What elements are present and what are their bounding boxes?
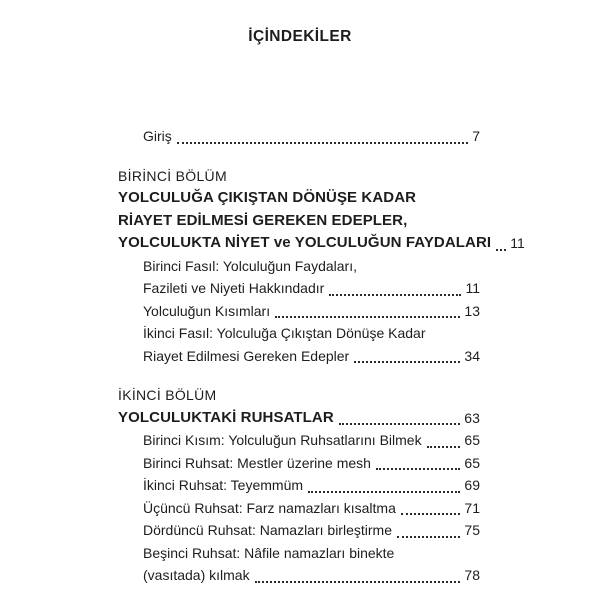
section-label <box>118 384 480 407</box>
toc-entry <box>118 429 480 452</box>
toc-entry-page: 78 <box>464 567 480 583</box>
dot-leader <box>339 423 460 425</box>
toc-entry-label: Giriş <box>143 128 172 144</box>
toc-entry <box>118 300 480 323</box>
toc-entry <box>118 452 480 475</box>
dot-leader <box>354 361 460 363</box>
toc-entry <box>118 474 480 497</box>
dot-leader <box>177 142 468 144</box>
toc-entry-page: 11 <box>465 280 480 296</box>
dot-leader <box>308 491 460 493</box>
section-birinci-bolum <box>118 165 525 368</box>
toc-entry-page: 34 <box>464 347 480 364</box>
dot-leader <box>275 316 460 318</box>
toc-entry-label: Beşinci Ruhsat: Nâfile namazları binekte <box>143 544 395 561</box>
toc-entry-label: Birinci Kısım: Yolculuğun Ruhsatlarını Bilmek <box>143 432 422 448</box>
dot-leader <box>329 294 461 296</box>
dot-leader <box>376 468 460 470</box>
section-label-text: BİRİNCİ BÖLÜM <box>118 167 227 184</box>
toc-entry <box>118 322 480 345</box>
section-title-line <box>118 407 480 430</box>
toc-entry-page: 65 <box>464 454 480 471</box>
toc-entry-page: 75 <box>464 522 480 538</box>
section-title-text: RİAYET EDİLMESİ GEREKEN EDEPLER, <box>118 211 408 229</box>
toc-entry-page: 65 <box>464 432 480 448</box>
toc-entry-label: Dördüncü Ruhsat: Namazları birleştirme <box>143 522 392 538</box>
toc-entry-page: 69 <box>464 477 480 493</box>
toc-entry <box>118 255 480 278</box>
toc-entry <box>118 497 480 520</box>
toc-entry-label: Riayet Edilmesi Gereken Edepler <box>143 347 350 364</box>
toc-entry-page: 13 <box>464 302 480 319</box>
dot-leader <box>427 446 461 448</box>
toc-entry-label: (vasıtada) kılmak <box>143 567 250 583</box>
toc-list <box>118 125 525 587</box>
toc-entry-page: 7 <box>472 128 480 144</box>
section-title-page: 63 <box>464 409 480 426</box>
toc-entry-label: Birinci Ruhsat: Mestler üzerine mesh <box>143 454 371 471</box>
section-title-line <box>118 187 480 210</box>
toc-entry-label: Üçüncü Ruhsat: Farz namazları kısaltma <box>143 499 396 516</box>
toc-entry-label: Yolculuğun Kısımları <box>143 302 271 319</box>
toc-entry <box>118 125 480 148</box>
section-title-text: YOLCULUĞA ÇIKIŞTAN DÖNÜŞE KADAR <box>118 189 417 206</box>
section-label-text: İKİNCİ BÖLÜM <box>118 387 217 403</box>
section-title-text: YOLCULUKTA NİYET ve YOLCULUĞUN FAYDALARI <box>118 234 492 251</box>
section-title-line <box>118 232 525 255</box>
dot-leader <box>255 581 461 583</box>
section-ikinci-bolum <box>118 384 480 587</box>
toc-entry <box>118 345 480 368</box>
toc-entry <box>118 519 480 542</box>
toc-entry <box>118 564 480 587</box>
toc-entry <box>118 277 480 300</box>
section-label <box>118 165 480 188</box>
toc-entry-label: Birinci Fasıl: Yolculuğun Faydaları, <box>143 257 357 274</box>
dot-leader <box>496 249 506 251</box>
section-title-page: 11 <box>510 235 525 251</box>
toc-entry-label: İkinci Fasıl: Yolculuğa Çıkıştan Dönüşe Kadar <box>143 325 426 341</box>
toc-entry-label: Fazileti ve Niyeti Hakkındadır <box>143 280 325 296</box>
toc-entry-page: 71 <box>464 499 480 516</box>
section-title-line <box>118 210 480 233</box>
dot-leader <box>401 513 461 515</box>
toc-entry <box>118 542 480 565</box>
dot-leader <box>397 536 460 538</box>
toc-entry-label: İkinci Ruhsat: Teyemmüm <box>143 477 304 493</box>
section-title-text: YOLCULUKTAKİ RUHSATLAR <box>118 408 334 426</box>
page-title: İÇİNDEKİLER <box>248 28 352 45</box>
